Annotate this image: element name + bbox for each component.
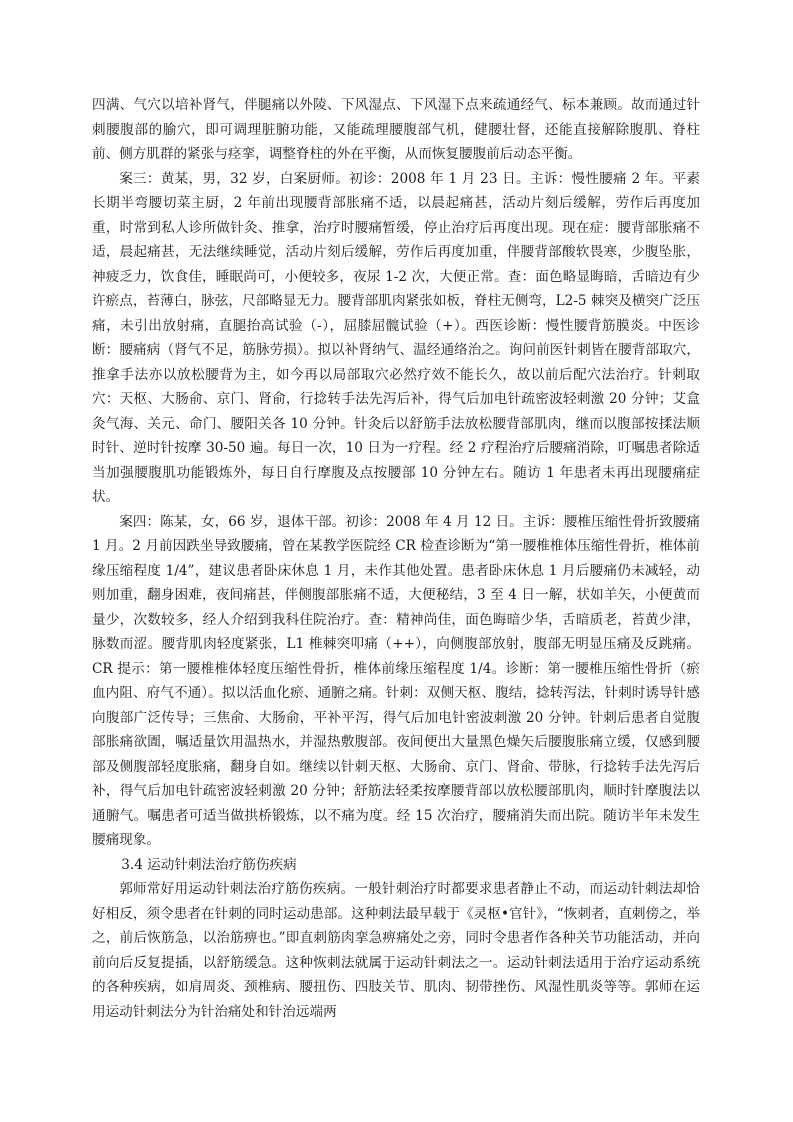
section-heading: 3.4 运动针刺法治疗筋伤疾病 [121, 856, 297, 873]
paragraph-case-three: 案三：黄某，男，32 岁，白案厨师。初诊：2008 年 1 月 23 日。主诉：慢性腰痛 2 年。平素长期半弯腰切菜主厨，2 年前出现腰背部胀痛不适，以晨起痛甚，活动片刻后缓解，劳作后再度加重，时常到私人诊所做针灸、推拿，治疗时腰痛暂缓，停止治疗后再度出现。现在症：腰背部胀痛不适，晨起痛甚，无法继续睡觉，活动片刻后缓解，劳作后再度加重，伴腰背部酸软畏寒，少腹坠胀，神疲乏力，饮食佳，睡眠尚可，小便较多，夜尿 1-2 次，大便正常。查：面色略显晦暗，舌暗边有少许瘀点，苔薄白，脉弦，尺部略显无力。腰背部肌肉紧张如板，脊柱无侧弯，L2-5 棘突及横突广泛压痛，未引出放射痛，直腿抬高试验（-），屈膝屈髋试验（+）。西医诊断：慢性腰背筋膜炎。中医诊断：腰痛病（肾气不足，筋脉劳损）。拟以补肾纳气、温经通络治之。询问前医针刺皆在腰背部取穴，推拿手法亦以放松腰背为主，如今再以局部取穴必然疗效不能长久，故以前后配穴法治疗。针刺取穴：天枢、大肠俞、京门、肾俞，行捻转手法先泻后补，得气后加电针疏密波轻刺激 20 分钟；艾盒灸气海、关元、命门、腰阳关各 10 分钟。针灸后以舒筋手法放松腰背部肌肉，继而以腹部按揉法顺时针、逆时针按摩 30-50 遍。每日一次，10 日为一疗程。经 2 疗程治疗后腰痛消除，叮嘱患者除适当加强腰腹肌功能锻炼外，每日自行摩腹及点按腰部 10 分钟左右。随访 1 年患者未再出现腰痛症状。 [92, 170, 700, 505]
paragraph-continuation: 四满、气穴以培补肾气，伴腿痛以外陵、下风湿点、下风湿下点来疏通经气、标本兼顾。故而通过针刺腰腹部的腧穴，即可调理脏腑功能，又能疏理腰腹部气机，健腰壮督，还能直接解除腹肌、脊柱前、侧方肌群的紧张与痉挛，调整脊柱的外在平衡，从而恢复腰腹前后动态平衡。 [92, 97, 700, 162]
paragraph-motion-acupuncture: 郭师常好用运动针刺法治疗筋伤疾病。一般针刺治疗时都要求患者静止不动，而运动针刺法却恰好相反，须令患者在针刺的同时运动患部。这种刺法最早载于《灵枢•官针》，“恢刺者，直刺傍之，举之，前后恢筋急，以治筋痹也。”即直刺筋肉挛急痹痛处之旁，同时令患者作各种关节功能活动，并向前向后反复提插，以舒筋缓急。这种恢刺法就属于运动针刺法之一。运动针刺法适用于治疗运动系统的各种疾病，如肩周炎、颈椎病、腰扭伤、四肢关节、肌肉、韧带挫伤、风湿性肌炎等等。郭师在运用运动针刺法分为针治痛处和针治远端两 [92, 881, 700, 1020]
paragraph-case-four: 案四：陈某，女，66 岁，退体干部。初诊：2008 年 4 月 12 日。主诉：腰椎压缩性骨折致腰痛 1 月。2 月前因跌坐导致腰痛，曾在某教学医院经 CR 检查诊断为“第一腰椎椎体压缩性骨折，椎体前缘压缩程度 1/4”，建议患者卧床休息 1 月，未作其他处置。患者卧床休息 1 月后腰痛仍未减轻，动则加重，翻身困难，夜间痛甚，伴侧腹部胀痛不适，大便秘结，3 至 4 日一解，状如羊矢，小便黄而量少，次数较多，经人介绍到我科住院治疗。查：精神尚佳，面色晦暗少华，舌暗质老，苔黄少津，脉数而涩。腰背肌肉轻度紧张，L1 椎棘突叩痛（++），向侧腹部放射，腹部无明显压痛及反跳痛。CR 提示：第一腰椎椎体轻度压缩性骨折，椎体前缘压缩程度 1/4。诊断：第一腰椎压缩性骨折（瘀血内阻、府气不通）。拟以活血化瘀、通腑之痛。针刺：双侧天枢、腹结，捻转泻法，针刺时诱导针感向腹部广泛传导；三焦俞、大肠俞，平补平泻，得气后加电针密波刺激 20 分钟。针刺后患者自觉腹部胀痛欲圊，嘱适量饮用温热水，并湿热敷腹部。夜间便出大量黑色燥矢后腰腹胀痛立缓，仅感到腰部及侧腹部轻度胀痛，翻身自如。继续以针刺天枢、大肠俞、京门、肾俞、带脉，行捻转手法先泻后补，得气后加电针疏密波轻刺激 20 分钟；舒筋法轻柔按摩腰背部以放松腰部肌肉，顺时针摩腹法以通腑气。嘱患者可适当做拱桥锻炼，以不痛为度。经 15 次治疗，腰痛消失而出院。随访半年未发生腰痛现象。 [92, 513, 700, 848]
document-page [92, 93, 700, 1024]
